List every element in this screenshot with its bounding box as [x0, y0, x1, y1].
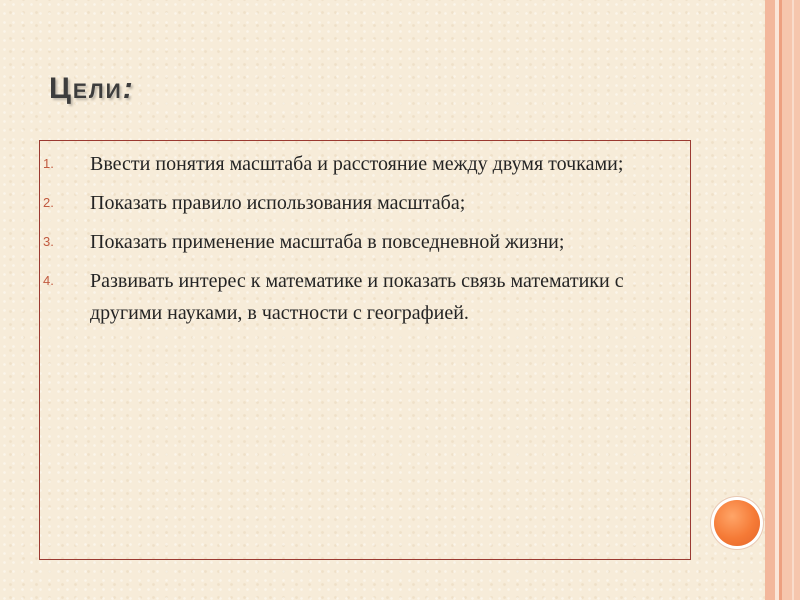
goal-text: Ввести понятия масштаба и расстояние между двумя точками;: [90, 153, 624, 175]
right-decor-stripe: [782, 0, 800, 600]
goal-number: 3.: [43, 234, 54, 249]
goal-item: [40, 226, 670, 258]
orange-circle-decor: [714, 500, 760, 546]
goals-list: [40, 148, 670, 336]
right-decor-stripe: [765, 0, 775, 600]
goal-text: Развивать интерес к математике и показать связь математики с другими науками, в частности с географией.: [90, 270, 624, 324]
slide-title-text: Цели: [49, 72, 123, 105]
goal-number: 1.: [43, 156, 54, 171]
goal-item: [40, 187, 670, 219]
slide-title: [49, 72, 135, 106]
goals-box: [39, 140, 691, 560]
goal-number: 2.: [43, 195, 54, 210]
goal-item: [40, 148, 670, 180]
slide-title-colon: :: [122, 72, 135, 105]
goal-text: Показать применение масштаба в повседневной жизни;: [90, 231, 565, 253]
goal-item: [40, 265, 670, 329]
right-decor-stripe: [792, 0, 794, 600]
goal-number: 4.: [43, 273, 54, 288]
goal-text: Показать правило использования масштаба;: [90, 192, 466, 214]
